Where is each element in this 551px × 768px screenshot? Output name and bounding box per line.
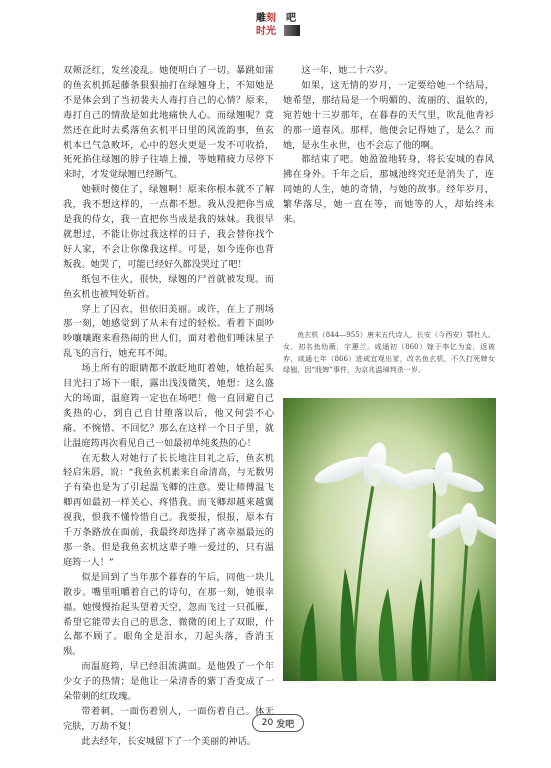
paragraph: 而温庭筠，早已经泪流满面。是他毁了一个年少女子的热情；是他让一朵清香的紫丁香变成了一朵带刺的红玫瑰。 (63, 661, 274, 703)
logo-bar-icon (284, 25, 300, 36)
paragraph: 带着刺，一面伤着别人，一面伤着自己。体无完肤，万劫不复！ (63, 705, 274, 732)
snowdrop-flower-photo (283, 398, 496, 681)
logo-char-1: 雕 (256, 13, 266, 24)
logo-char-4: 吧 (286, 13, 296, 24)
paragraph: 场上所有的眼睛都不敢眨地盯着她，她抬起头目光扫了场下一眼，露出浅浅微笑，她想：这么盛大的场面，温庭筠一定也在场吧！他一直回避自己炙热的心，到自己自甘堕落以后，他又何尝不心痛、不惋惜、不回忆？那么在这样一个日子里，就让温庭筠再次看见自己一如最初单纯炙热的心！ (63, 363, 274, 449)
right-column (283, 64, 494, 228)
paragraph: 她顿时傻住了，绿翘啊！原来你根本就不了解我，我不想这样的，一点都不想。我从没把你当成是我的侍女，我一直把你当成是我的妹妹。我很早就想过，不能让你过我这样的日子，我会替你找个好人家，不会让你像我这样。可是，如今连你也背叛我。她哭了，可能已经好久都没哭过了吧！ (63, 184, 274, 270)
paragraph: 在无数人对她行了长长地注目礼之后，鱼玄机轻启朱唇，说：“我鱼玄机素来自命清高，与无数男子有染也是为了引起温飞卿的注意。要让师傅温飞卿再如最初一样关心、疼惜我。而飞卿却越来越冀视我，恨我不懂怜惜自己。我要报，恨报，原本有千万条路放在面前，我最终却选择了离幸福最远的那一条。但是我鱼玄机这辈子唯一爱过的，只有温庭筠一人！” (63, 452, 274, 568)
paragraph: 此去经年，长安城留下了一个美丽的神话。 (81, 735, 256, 747)
paragraph: 这一年，她二十六岁。 (301, 65, 394, 76)
paragraph: 双颊泛红，发丝凌乱。她便明白了一切。暴跳如雷的鱼玄机抓起藤条狠狠抽打在绿翘身上，不知她是不是体会到了当初裴夫人毒打自己的心情？原来，毒打自己的情敌是如此地痛快人心。而绿翘呢？竟然还在此时去奚落鱼玄机平日里的风流韵事，鱼玄机本已气急败坏，心中的怒火更是一发不可收拾，死死掐住绿翘的脖子往墙上撞，等她精疲力尽停下来时，才发觉绿翘已经断气。 (63, 65, 274, 181)
header-logo (256, 12, 300, 42)
paragraph: 如果，这无情的岁月，一定要给她一个结局，她希望，那结局是一个明媚的、流丽的、温软的，宛若她十三岁那年，在暮春的天气里，吹乱他青衫的那一道春风。那样，他便会记得她了，是么？而她，是永生永世，也不会忘了他的啊。 (283, 79, 494, 151)
paragraph: 穿上了囚衣，但依旧美丽。或许，在上了刑场那一刻，她感觉到了从未有过的轻松。看着下面吵吵嚷嚷跑来看热闹的世人们，面对着他们唾沫星子乱飞的言行，她充耳不闻。 (63, 303, 274, 360)
paragraph: 似是回到了当年那个暮春的午后，同他一块儿散步。嘴里咀嚼着自己的诗句，在那一刻，她很幸福。她慢慢抬起头望着天空，忽而飞过一只孤雁，希望它能带去自己的思念，微微的闭上了双眼，什么都不顾了。眼角全是泪水，刀起头落，香消玉殒。 (63, 571, 274, 658)
left-column (63, 64, 274, 750)
page-footer (252, 714, 304, 732)
paragraph: 都结束了吧。她盈盈地转身，将长安城的春风拂在身外。千年之后，那城池终究还是消失了，连同她的人生，她的奇情，与她的故事。经年岁月，繁华落尽，她一直在等，而她等的人，却始终未来。 (283, 154, 494, 226)
logo-char-2: 刻 (266, 13, 276, 24)
logo-bottom-text: 时光 (256, 26, 276, 37)
logo-top-text (256, 13, 276, 24)
footer-brand: 发吧 (276, 719, 295, 730)
flower-illustration-icon (283, 398, 496, 681)
page-number: 20 (261, 718, 274, 728)
paragraph: 纸包不住火，很快，绿翘的尸首就被发现。而鱼玄机也被判处斩首。 (63, 273, 274, 300)
biography-caption: 鱼玄机（844—955）唐末五代诗人，长安（今西安）鄠杜人。女，初名鱼幼薇，字蕙兰。咸通初（860）嫁于李亿为妾，返被弃，咸通七年（866）进咸宜观出家，改名鱼玄机，不久打死婢女绿翘，因“戕婢”事件，为京兆温璋判杀一岁。 (283, 330, 495, 375)
